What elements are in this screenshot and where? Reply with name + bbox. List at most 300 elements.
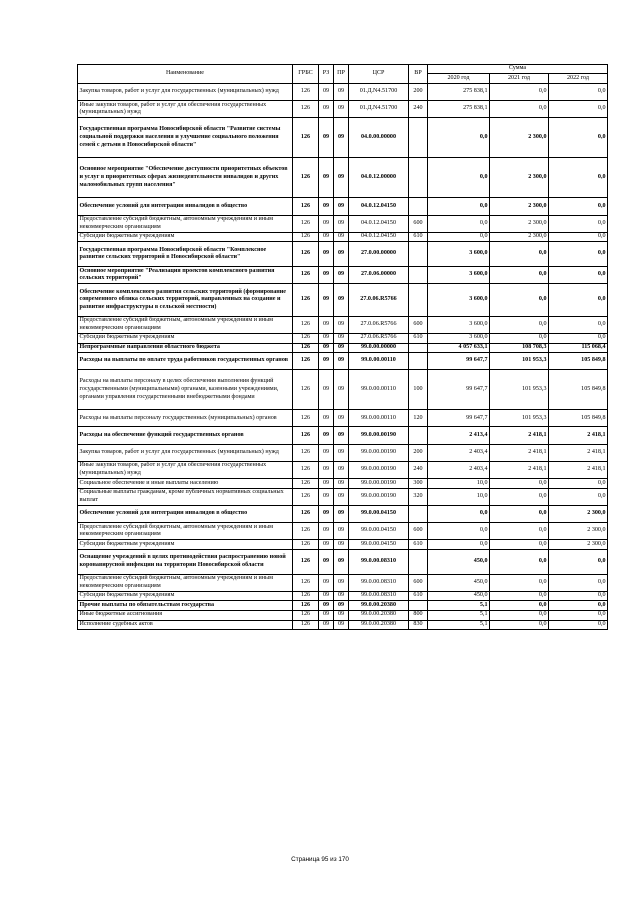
row-grbs: 126 [293,118,319,158]
table-row [78,333,608,343]
table-row [78,84,608,101]
row-sum-2022: 0,0 [549,479,608,489]
row-rz: 09 [319,574,334,591]
row-name: Иные закупки товаров, работ и услуг для обеспечения государственных (муниципальных) нужд [78,461,293,478]
header-vr: ВР [409,65,428,84]
row-sum-2021: 2 418,1 [490,461,549,478]
row-sum-2020: 0,0 [428,540,490,550]
row-vr: 610 [409,333,428,343]
row-vr: 100 [409,370,428,410]
table-row [78,118,608,158]
row-pr: 09 [334,540,349,550]
row-sum-2020: 5,1 [428,610,490,620]
row-sum-2022: 2 300,0 [549,523,608,540]
row-pr: 09 [334,158,349,198]
row-rz: 09 [319,101,334,118]
table-row [78,620,608,630]
row-sum-2021: 0,0 [490,242,549,267]
row-rz: 09 [319,118,334,158]
row-sum-2022: 0,0 [549,84,608,101]
row-grbs: 126 [293,410,319,427]
row-sum-2020: 99 647,7 [428,353,490,370]
row-pr: 09 [334,488,349,505]
row-vr [409,427,428,444]
row-pr: 09 [334,601,349,611]
row-vr: 120 [409,410,428,427]
row-sum-2021: 2 300,0 [490,158,549,198]
table-row [78,158,608,198]
row-name: Государственная программа Новосибирской области "Комплексное развитие сельских территорий в Новосибирской области" [78,242,293,267]
row-sum-2021: 2 300,0 [490,198,549,215]
row-sum-2021: 0,0 [490,601,549,611]
table-row [78,549,608,574]
row-name: Предоставление субсидий бюджетным, автономным учреждениям и иным некоммерческим организациям [78,523,293,540]
row-pr: 09 [334,591,349,601]
row-csr: 99.0.00.00110 [349,410,409,427]
row-sum-2022: 0,0 [549,215,608,232]
row-name: Основное мероприятие "Обеспечение доступности приоритетных объектов и услуг в приоритетных сферах жизнедеятельности инвалидов и других маломобильных групп населения" [78,158,293,198]
row-sum-2020: 3 600,0 [428,316,490,333]
row-vr: 320 [409,488,428,505]
row-sum-2022: 0,0 [549,591,608,601]
row-sum-2020: 99 647,7 [428,410,490,427]
row-sum-2022: 2 418,1 [549,427,608,444]
header-sum: Сумма [428,65,608,74]
table-row [78,574,608,591]
row-vr: 300 [409,479,428,489]
row-csr: 99.0.00.00190 [349,488,409,505]
row-vr: 600 [409,574,428,591]
row-sum-2022: 2 300,0 [549,540,608,550]
row-sum-2022: 0,0 [549,601,608,611]
row-pr: 09 [334,101,349,118]
row-grbs: 126 [293,620,319,630]
row-grbs: 126 [293,232,319,242]
row-pr: 09 [334,242,349,267]
row-sum-2020: 450,0 [428,574,490,591]
row-csr: 99.0.00.20380 [349,601,409,611]
row-name: Социальное обеспечение и иные выплаты населению [78,479,293,489]
row-sum-2020: 3 600,0 [428,267,490,284]
row-pr: 09 [334,610,349,620]
row-name: Прочие выплаты по обязательствам государства [78,601,293,611]
row-rz: 09 [319,232,334,242]
row-grbs: 126 [293,343,319,353]
row-rz: 09 [319,601,334,611]
row-vr: 610 [409,232,428,242]
row-sum-2021: 0,0 [490,505,549,522]
table-row [78,101,608,118]
row-csr: 04.0.12.00000 [349,158,409,198]
row-csr: 99.0.00.04150 [349,505,409,522]
row-name: Субсидии бюджетным учреждениям [78,333,293,343]
row-csr: 99.0.00.04150 [349,523,409,540]
table-body [78,84,608,630]
header-rz: РЗ [319,65,334,84]
row-sum-2021: 0,0 [490,101,549,118]
row-pr: 09 [334,118,349,158]
row-rz: 09 [319,198,334,215]
table-header [78,65,608,84]
row-sum-2020: 3 600,0 [428,242,490,267]
row-sum-2022: 0,0 [549,158,608,198]
row-vr [409,267,428,284]
row-grbs: 126 [293,574,319,591]
row-name: Предоставление субсидий бюджетным, автономным учреждениям и иным некоммерческим организациям [78,215,293,232]
row-rz: 09 [319,540,334,550]
row-vr [409,284,428,316]
row-sum-2022: 0,0 [549,574,608,591]
row-sum-2021: 2 418,1 [490,444,549,461]
row-name: Оснащение учреждений в целях противодействия распространению новой коронавирусной инфекции на территории Новосибирской области [78,549,293,574]
row-rz: 09 [319,479,334,489]
row-pr: 09 [334,427,349,444]
row-sum-2021: 0,0 [490,549,549,574]
table-row [78,540,608,550]
row-rz: 09 [319,284,334,316]
row-sum-2022: 2 418,1 [549,444,608,461]
row-name: Предоставление субсидий бюджетным, автономным учреждениям и иным некоммерческим организациям [78,574,293,591]
table-row [78,353,608,370]
row-sum-2021: 0,0 [490,284,549,316]
row-pr: 09 [334,505,349,522]
table-row [78,591,608,601]
row-rz: 09 [319,444,334,461]
row-sum-2021: 0,0 [490,523,549,540]
row-sum-2022: 105 849,8 [549,410,608,427]
row-csr: 99.0.00.00190 [349,479,409,489]
row-sum-2021: 0,0 [490,267,549,284]
row-name: Социальные выплаты гражданам, кроме публичных нормативных социальных выплат [78,488,293,505]
row-sum-2021: 2 418,1 [490,427,549,444]
row-grbs: 126 [293,610,319,620]
row-vr [409,158,428,198]
row-grbs: 126 [293,591,319,601]
row-sum-2020: 0,0 [428,232,490,242]
table-row [78,610,608,620]
table-row [78,461,608,478]
header-csr: ЦСР [349,65,409,84]
row-csr: 01.Д.N4.51700 [349,84,409,101]
row-vr: 600 [409,523,428,540]
row-sum-2022: 105 849,8 [549,370,608,410]
row-rz: 09 [319,505,334,522]
row-name: Субсидии бюджетным учреждениям [78,591,293,601]
row-sum-2022: 0,0 [549,232,608,242]
row-grbs: 126 [293,505,319,522]
row-csr: 99.0.00.00190 [349,461,409,478]
row-csr: 27.0.06.R5766 [349,284,409,316]
row-csr: 99.0.00.04150 [349,540,409,550]
row-rz: 09 [319,610,334,620]
row-vr: 800 [409,610,428,620]
row-sum-2022: 0,0 [549,198,608,215]
row-sum-2020: 275 838,1 [428,84,490,101]
row-sum-2020: 10,0 [428,479,490,489]
row-grbs: 126 [293,444,319,461]
row-sum-2020: 5,1 [428,620,490,630]
row-pr: 09 [334,370,349,410]
row-csr: 99.0.00.00110 [349,353,409,370]
row-vr: 200 [409,444,428,461]
row-sum-2021: 0,0 [490,540,549,550]
row-rz: 09 [319,461,334,478]
table-row [78,479,608,489]
row-sum-2022: 2 300,0 [549,505,608,522]
row-csr: 99.0.00.00110 [349,370,409,410]
row-rz: 09 [319,488,334,505]
row-vr [409,343,428,353]
row-csr: 99.0.00.20380 [349,610,409,620]
row-grbs: 126 [293,284,319,316]
row-pr: 09 [334,232,349,242]
row-csr: 27.0.06.00000 [349,267,409,284]
row-rz: 09 [319,316,334,333]
row-grbs: 126 [293,333,319,343]
row-rz: 09 [319,427,334,444]
row-pr: 09 [334,343,349,353]
header-year-2021: 2021 год [490,74,549,84]
row-grbs: 126 [293,549,319,574]
row-name: Расходы на обеспечение функций государственных органов [78,427,293,444]
row-grbs: 126 [293,242,319,267]
row-vr: 600 [409,316,428,333]
row-sum-2022: 0,0 [549,267,608,284]
row-name: Закупка товаров, работ и услуг для государственных (муниципальных) нужд [78,84,293,101]
row-sum-2020: 2 403,4 [428,461,490,478]
row-sum-2020: 2 403,4 [428,444,490,461]
row-csr: 99.0.00.00000 [349,343,409,353]
row-sum-2022: 0,0 [549,101,608,118]
row-csr: 27.0.06.R5766 [349,316,409,333]
row-csr: 27.0.00.00000 [349,242,409,267]
row-grbs: 126 [293,540,319,550]
row-rz: 09 [319,343,334,353]
row-name: Расходы на выплаты по оплате труда работников государственных органов [78,353,293,370]
row-sum-2021: 0,0 [490,316,549,333]
row-grbs: 126 [293,479,319,489]
table-row [78,505,608,522]
row-rz: 09 [319,523,334,540]
row-rz: 09 [319,158,334,198]
row-grbs: 126 [293,84,319,101]
row-sum-2022: 0,0 [549,610,608,620]
row-pr: 09 [334,574,349,591]
row-name: Расходы на выплаты персоналу в целях обеспечения выполнения функций государственными (муниципальными) органами, казенными учреждениями, органами управления государственными внебюджетными фондами [78,370,293,410]
table-row [78,410,608,427]
row-csr: 04.0.12.04150 [349,232,409,242]
row-rz: 09 [319,410,334,427]
row-name: Иные бюджетные ассигнования [78,610,293,620]
header-name: Наименование [78,65,293,84]
row-pr: 09 [334,461,349,478]
row-rz: 09 [319,215,334,232]
row-name: Обеспечение условий для интеграции инвалидов в общество [78,198,293,215]
table-row [78,488,608,505]
row-sum-2021: 101 953,3 [490,410,549,427]
table-row [78,284,608,316]
row-grbs: 126 [293,198,319,215]
table-row [78,242,608,267]
row-name: Основное мероприятие "Реализация проектов комплексного развития сельских территорий" [78,267,293,284]
budget-table [77,64,608,630]
row-vr: 610 [409,540,428,550]
table-row [78,198,608,215]
row-sum-2021: 101 953,3 [490,370,549,410]
row-sum-2020: 450,0 [428,591,490,601]
header-grbs: ГРБС [293,65,319,84]
row-sum-2021: 0,0 [490,333,549,343]
row-sum-2022: 0,0 [549,242,608,267]
row-sum-2021: 0,0 [490,574,549,591]
row-csr: 99.0.00.08310 [349,574,409,591]
table-row [78,232,608,242]
row-grbs: 126 [293,488,319,505]
row-sum-2020: 3 600,0 [428,333,490,343]
table-row [78,427,608,444]
page-number: Страница 95 из 170 [291,856,349,863]
row-sum-2020: 2 413,4 [428,427,490,444]
row-grbs: 126 [293,370,319,410]
row-vr: 610 [409,591,428,601]
row-sum-2022: 0,0 [549,284,608,316]
row-grbs: 126 [293,353,319,370]
row-pr: 09 [334,549,349,574]
row-grbs: 126 [293,101,319,118]
row-csr: 04.0.00.00000 [349,118,409,158]
row-vr [409,549,428,574]
row-vr [409,198,428,215]
row-vr [409,505,428,522]
row-pr: 09 [334,215,349,232]
row-pr: 09 [334,353,349,370]
row-sum-2022: 105 849,8 [549,353,608,370]
row-sum-2022: 0,0 [549,118,608,158]
row-pr: 09 [334,84,349,101]
row-name: Обеспечение условий для интеграции инвалидов в общество [78,505,293,522]
row-rz: 09 [319,620,334,630]
table-row [78,444,608,461]
row-grbs: 126 [293,158,319,198]
row-sum-2022: 0,0 [549,333,608,343]
row-sum-2020: 10,0 [428,488,490,505]
row-sum-2020: 0,0 [428,198,490,215]
row-grbs: 126 [293,427,319,444]
row-sum-2021: 0,0 [490,488,549,505]
row-grbs: 126 [293,461,319,478]
row-sum-2022: 0,0 [549,620,608,630]
row-grbs: 126 [293,215,319,232]
row-sum-2020: 275 838,1 [428,101,490,118]
row-name: Закупка товаров, работ и услуг для государственных (муниципальных) нужд [78,444,293,461]
row-sum-2021: 2 300,0 [490,215,549,232]
row-vr [409,353,428,370]
row-rz: 09 [319,267,334,284]
row-sum-2021: 0,0 [490,479,549,489]
table-row [78,267,608,284]
row-rz: 09 [319,84,334,101]
row-grbs: 126 [293,601,319,611]
row-sum-2020: 4 057 633,1 [428,343,490,353]
row-sum-2020: 0,0 [428,158,490,198]
row-sum-2021: 2 300,0 [490,118,549,158]
table-row [78,523,608,540]
row-grbs: 126 [293,316,319,333]
row-sum-2020: 450,0 [428,549,490,574]
row-name: Исполнение судебных актов [78,620,293,630]
row-pr: 09 [334,198,349,215]
row-vr [409,242,428,267]
row-pr: 09 [334,444,349,461]
row-sum-2020: 0,0 [428,505,490,522]
row-pr: 09 [334,620,349,630]
row-vr: 830 [409,620,428,630]
row-pr: 09 [334,410,349,427]
row-vr: 240 [409,461,428,478]
row-csr: 27.0.06.R5766 [349,333,409,343]
header-year-2022: 2022 год [549,74,608,84]
row-pr: 09 [334,316,349,333]
row-vr [409,601,428,611]
row-csr: 99.0.00.08310 [349,591,409,601]
table-row [78,601,608,611]
row-sum-2021: 0,0 [490,620,549,630]
row-sum-2020: 3 600,0 [428,284,490,316]
row-sum-2021: 0,0 [490,610,549,620]
row-csr: 04.0.12.04150 [349,215,409,232]
row-rz: 09 [319,333,334,343]
row-name: Государственная программа Новосибирской области "Развитие системы социальной поддержки населения и улучшение социального положения семей с детьми в Новосибирской области" [78,118,293,158]
row-vr: 200 [409,84,428,101]
header-year-2020: 2020 год [428,74,490,84]
row-sum-2022: 0,0 [549,316,608,333]
row-csr: 99.0.00.00190 [349,444,409,461]
row-grbs: 126 [293,523,319,540]
row-pr: 09 [334,479,349,489]
row-name: Обеспечение комплексного развития сельских территорий (формирование современного облика сельских территорий, направленных на создание и развитие инфраструктуры в сельской местности) [78,284,293,316]
row-sum-2021: 0,0 [490,591,549,601]
row-name: Непрограммные направления областного бюджета [78,343,293,353]
table-row [78,215,608,232]
row-csr: 99.0.00.20380 [349,620,409,630]
row-vr [409,118,428,158]
row-name: Субсидии бюджетным учреждениям [78,232,293,242]
row-rz: 09 [319,242,334,267]
row-sum-2021: 101 953,3 [490,353,549,370]
row-sum-2020: 0,0 [428,523,490,540]
row-sum-2022: 0,0 [549,549,608,574]
row-sum-2021: 108 708,3 [490,343,549,353]
row-name: Предоставление субсидий бюджетным, автономным учреждениям и иным некоммерческим организациям [78,316,293,333]
row-sum-2022: 2 418,1 [549,461,608,478]
table-row [78,343,608,353]
row-vr: 240 [409,101,428,118]
row-pr: 09 [334,284,349,316]
row-csr: 99.0.00.00190 [349,427,409,444]
row-vr: 600 [409,215,428,232]
row-sum-2021: 2 300,0 [490,232,549,242]
row-sum-2020: 5,1 [428,601,490,611]
row-csr: 99.0.00.08310 [349,549,409,574]
row-rz: 09 [319,549,334,574]
row-name: Иные закупки товаров, работ и услуг для обеспечения государственных (муниципальных) нужд [78,101,293,118]
row-sum-2020: 99 647,7 [428,370,490,410]
row-csr: 04.0.12.04150 [349,198,409,215]
table-row [78,316,608,333]
row-rz: 09 [319,370,334,410]
row-sum-2020: 0,0 [428,118,490,158]
table-row [78,370,608,410]
